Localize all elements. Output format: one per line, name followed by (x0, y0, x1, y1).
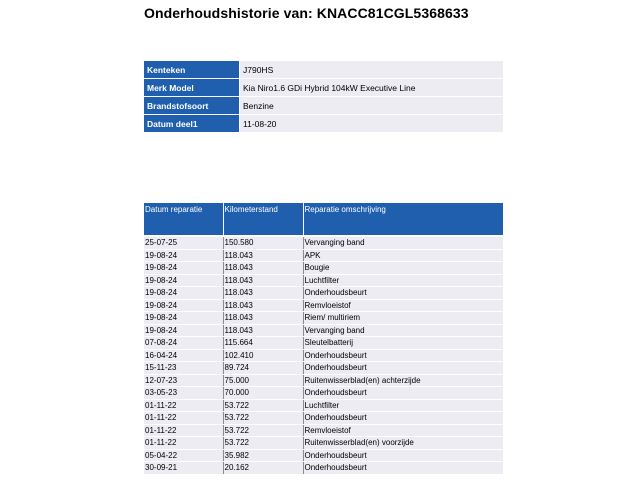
vehicle-info-label: Datum deel1 (144, 115, 240, 133)
history-description-cell: Luchtfilter (303, 274, 503, 287)
history-mileage-cell: 53.722 (223, 412, 303, 425)
history-date-cell: 25-07-25 (144, 237, 223, 249)
history-description-cell: Remvloeistof (303, 299, 503, 312)
vehicle-info-row (144, 61, 503, 79)
history-mileage-cell: 118.043 (223, 262, 303, 275)
table-row (144, 337, 503, 350)
vehicle-info-label: Merk Model (144, 79, 240, 97)
history-date-cell: 19-08-24 (144, 324, 223, 337)
table-row (144, 412, 503, 425)
history-date-cell: 19-08-24 (144, 312, 223, 325)
history-description-cell: Riem/ multiriem (303, 312, 503, 325)
history-body (144, 235, 503, 474)
history-description-cell: Onderhoudsbeurt (303, 362, 503, 375)
history-mileage-cell: 20.162 (223, 462, 303, 475)
maintenance-history-table (144, 203, 503, 475)
history-date-cell: 12-07-23 (144, 374, 223, 387)
history-description-cell: Onderhoudsbeurt (303, 412, 503, 425)
history-mileage-cell: 118.043 (223, 287, 303, 300)
history-mileage-cell: 118.043 (223, 249, 303, 262)
table-row (144, 262, 503, 275)
history-date-cell: 03-05-23 (144, 387, 223, 400)
history-description-cell: Remvloeistof (303, 424, 503, 437)
header-mileage: Kilometerstand (223, 203, 303, 235)
table-row (144, 237, 503, 249)
history-date-cell: 15-11-23 (144, 362, 223, 375)
history-description-cell: Vervanging band (303, 324, 503, 337)
table-row (144, 374, 503, 387)
vehicle-info-body (144, 61, 503, 133)
history-description-cell: Ruitenwisserblad(en) achterzijde (303, 374, 503, 387)
history-mileage-cell: 118.043 (223, 299, 303, 312)
table-row (144, 274, 503, 287)
table-row (144, 387, 503, 400)
table-row (144, 349, 503, 362)
vehicle-info-row (144, 79, 503, 97)
history-date-cell: 19-08-24 (144, 262, 223, 275)
history-description-cell: Onderhoudsbeurt (303, 387, 503, 400)
history-date-cell: 01-11-22 (144, 412, 223, 425)
history-description-cell: Onderhoudsbeurt (303, 349, 503, 362)
history-date-cell: 16-04-24 (144, 349, 223, 362)
history-header-row (144, 203, 503, 235)
history-description-cell: Sleutelbatterij (303, 337, 503, 350)
history-description-cell: Onderhoudsbeurt (303, 449, 503, 462)
history-description-cell: Bougie (303, 262, 503, 275)
history-mileage-cell: 53.722 (223, 424, 303, 437)
history-date-cell: 01-11-22 (144, 399, 223, 412)
history-date-cell: 07-08-24 (144, 337, 223, 350)
history-mileage-cell: 70.000 (223, 387, 303, 400)
vehicle-info-value: Benzine (240, 97, 504, 115)
history-description-cell: Onderhoudsbeurt (303, 462, 503, 475)
vehicle-info-table (144, 61, 503, 133)
history-mileage-cell: 118.043 (223, 312, 303, 325)
history-mileage-cell: 118.043 (223, 274, 303, 287)
history-mileage-cell: 75.000 (223, 374, 303, 387)
table-row (144, 424, 503, 437)
vehicle-info-label: Kenteken (144, 61, 240, 79)
table-row (144, 287, 503, 300)
history-mileage-cell: 53.722 (223, 399, 303, 412)
header-date: Datum reparatie (144, 203, 223, 235)
table-row (144, 249, 503, 262)
history-description-cell: Luchtfilter (303, 399, 503, 412)
vehicle-info-label: Brandstofsoort (144, 97, 240, 115)
vehicle-info-value: 11-08-20 (240, 115, 504, 133)
history-date-cell: 01-11-22 (144, 424, 223, 437)
history-date-cell: 19-08-24 (144, 287, 223, 300)
table-row (144, 399, 503, 412)
history-date-cell: 05-04-22 (144, 449, 223, 462)
history-date-cell: 01-11-22 (144, 437, 223, 450)
history-date-cell: 19-08-24 (144, 274, 223, 287)
history-mileage-cell: 89.724 (223, 362, 303, 375)
vehicle-info-value: J790HS (240, 61, 504, 79)
history-date-cell: 30-09-21 (144, 462, 223, 475)
history-description-cell: Ruitenwisserblad(en) voorzijde (303, 437, 503, 450)
history-mileage-cell: 118.043 (223, 324, 303, 337)
page-title: Onderhoudshistorie van: KNACC81CGL5368633 (144, 5, 469, 21)
vehicle-info-row (144, 97, 503, 115)
history-mileage-cell: 53.722 (223, 437, 303, 450)
history-mileage-cell: 102.410 (223, 349, 303, 362)
vehicle-info-row (144, 115, 503, 133)
history-date-cell: 19-08-24 (144, 299, 223, 312)
table-row (144, 462, 503, 475)
header-description: Reparatie omschrijving (303, 203, 503, 235)
vehicle-info-value: Kia Niro1.6 GDi Hybrid 104kW Executive Line (240, 79, 504, 97)
table-row (144, 362, 503, 375)
table-row (144, 299, 503, 312)
history-description-cell: Onderhoudsbeurt (303, 287, 503, 300)
table-row (144, 449, 503, 462)
history-mileage-cell: 150.580 (223, 237, 303, 249)
history-description-cell: Vervanging band (303, 237, 503, 249)
table-row (144, 324, 503, 337)
table-row (144, 312, 503, 325)
history-description-cell: APK (303, 249, 503, 262)
table-row (144, 437, 503, 450)
history-date-cell: 19-08-24 (144, 249, 223, 262)
history-mileage-cell: 35.982 (223, 449, 303, 462)
history-mileage-cell: 115.664 (223, 337, 303, 350)
